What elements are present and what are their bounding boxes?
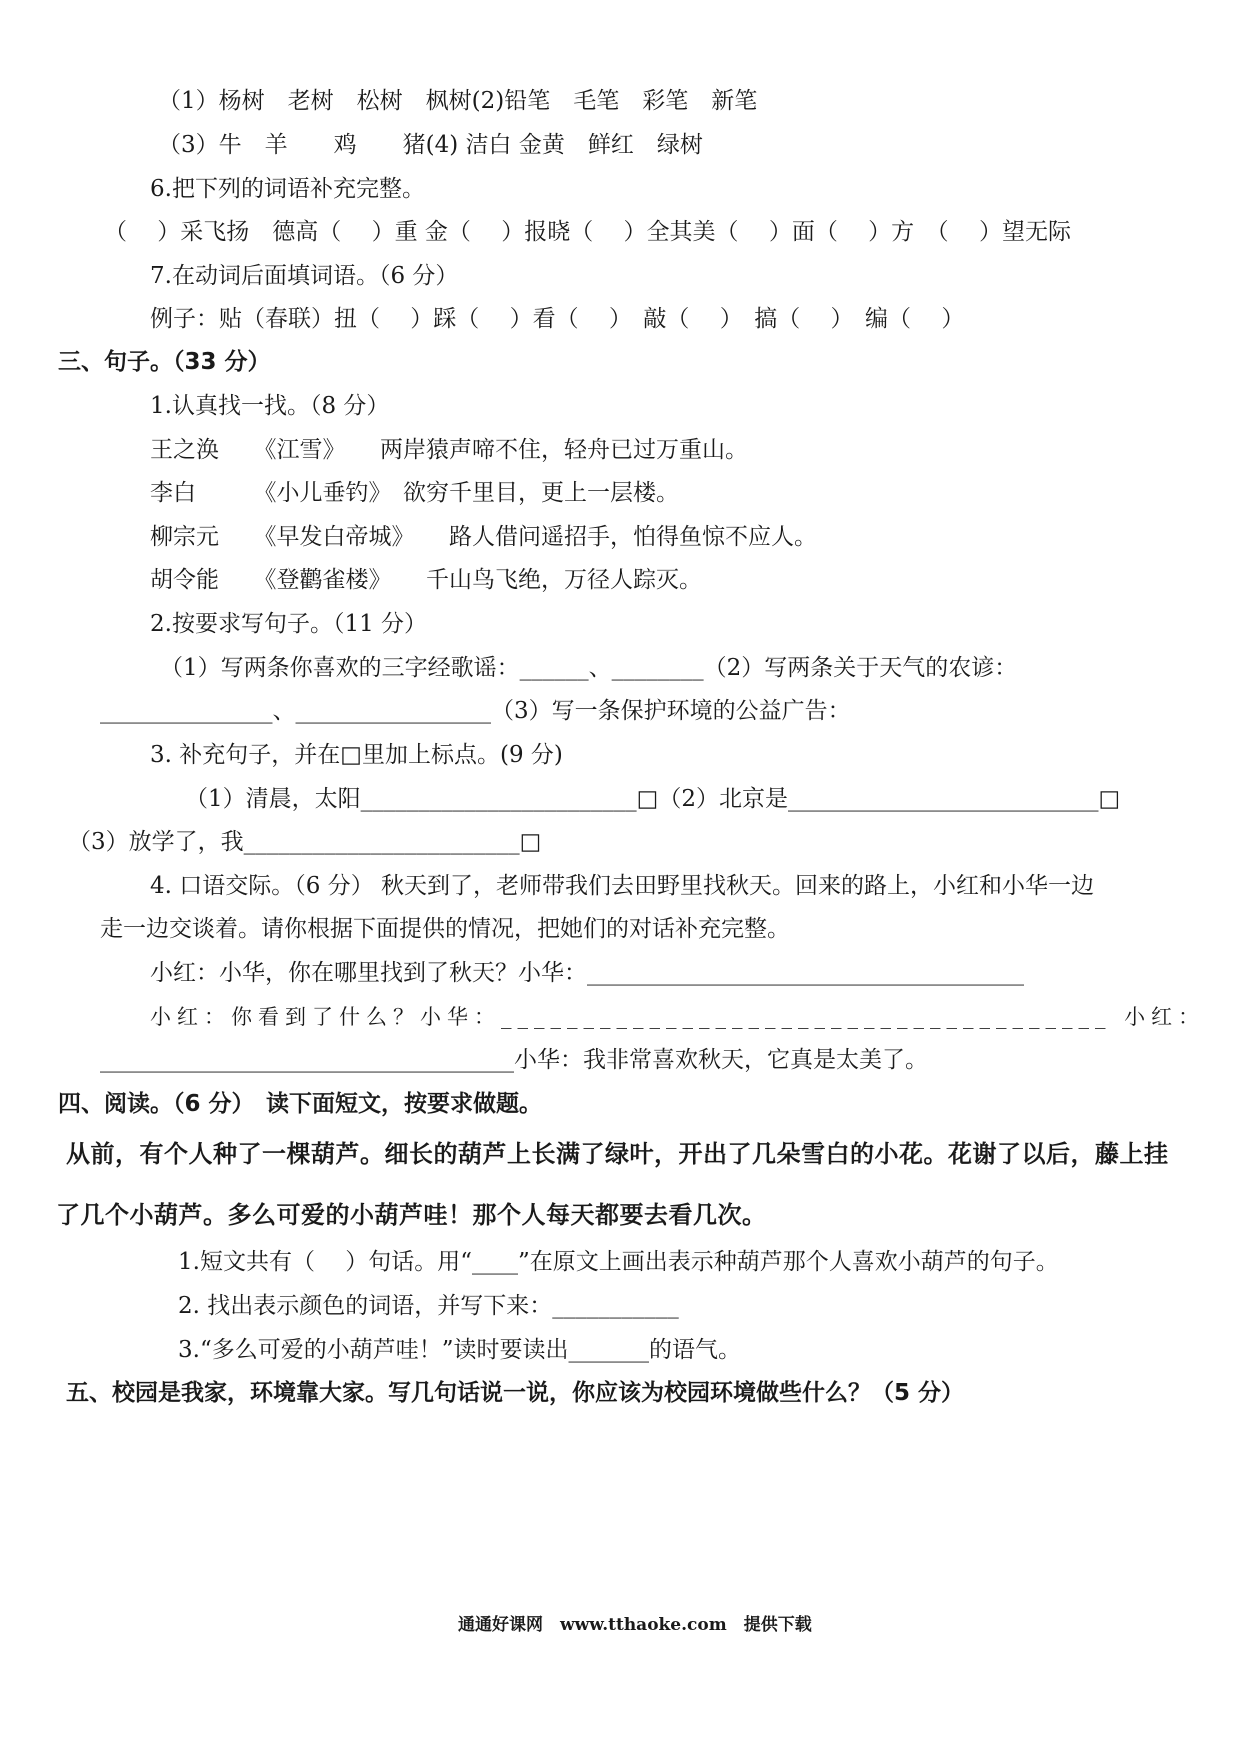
reading-passage-line-2: 了几个小葫芦。多么可爱的小葫芦哇！那个人每天都要去看几次。 xyxy=(56,1201,767,1229)
reading-passage-line-1: 从前，有个人种了一棵葫芦。细长的葫芦上长满了绿叶，开出了几朵雪白的小花。花谢了以后，藤上挂 xyxy=(66,1140,1169,1168)
section-3-heading: 三、句子。（33 分） xyxy=(58,349,271,375)
section-3-q1-title: 1.认真找一找。（8 分） xyxy=(150,393,390,419)
dialogue-line-3: ____________________________________小华：我非常喜欢秋天，它真是太美了。 xyxy=(100,1047,928,1073)
question-6-title: 6.把下列的词语补充完整。 xyxy=(150,176,425,202)
section-3-q2-line-2: _______________、_________________（3）写一条保护环境的公益广告： xyxy=(100,698,851,724)
word-group-line-1: （1）杨树 老树 松树 枫树(2)铅笔 毛笔 彩笔 新笔 xyxy=(158,88,758,114)
poem-match-row-2: 李白 《小儿垂钓》 欲穷千里目，更上一层楼。 xyxy=(150,480,679,506)
section-3-q4-intro-cont: 走一边交谈着。请你根据下面提供的情况，把她们的对话补充完整。 xyxy=(100,916,790,942)
section-4-heading: 四、阅读。（6 分） 读下面短文，按要求做题。 xyxy=(58,1091,543,1117)
poem-match-row-4: 胡令能 《登鹳雀楼》 千山鸟飞绝，万径人踪灭。 xyxy=(150,567,702,593)
poem-match-row-1: 王之涣 《江雪》 两岸猿声啼不住，轻舟已过万重山。 xyxy=(150,437,748,463)
reading-q1: 1.短文共有（ ）句话。用“____”在原文上画出表示种葫芦那个人喜欢小葫芦的句子。 xyxy=(178,1249,1059,1275)
word-group-line-2: （3）牛 羊 鸡 猪(4) 洁白 金黄 鲜红 绿树 xyxy=(158,132,703,158)
section-3-q3-title: 3. 补充句子，并在□里加上标点。(9 分) xyxy=(150,742,563,768)
reading-q3: 3.“多么可爱的小葫芦哇！”读时要读出_______的语气。 xyxy=(178,1337,741,1363)
poem-match-row-3: 柳宗元 《早发白帝城》 路人借问遥招手，怕得鱼惊不应人。 xyxy=(150,524,817,550)
dialogue-line-2: 小红：你看到了什么？小华：_____________________________________ 小红： xyxy=(150,1005,1206,1029)
footer-source: 通通好课网 www.tthaoke.com 提供下载 xyxy=(458,1615,812,1635)
section-3-q2-line-1: （1）写两条你喜欢的三字经歌谣：______、________（2）写两条关于天气的农谚： xyxy=(160,655,1018,681)
question-6-blanks: （ ）采飞扬 德高（ ）重 金（ ）报晓（ ）全其美（ ）面（ ）方 （ ）望无际 xyxy=(104,219,1071,245)
section-5-heading: 五、校园是我家，环境靠大家。写几句话说一说，你应该为校园环境做些什么？（5 分） xyxy=(66,1380,965,1406)
section-3-q4-intro: 4. 口语交际。（6 分） 秋天到了，老师带我们去田野里找秋天。回来的路上，小红和小华一边 xyxy=(150,873,1095,899)
reading-q2: 2. 找出表示颜色的词语，并写下来：___________ xyxy=(178,1293,679,1319)
section-3-q2-title: 2.按要求写句子。（11 分） xyxy=(150,611,428,637)
question-7-title: 7.在动词后面填词语。（6 分） xyxy=(150,263,459,289)
dialogue-line-1: 小红：小华，你在哪里找到了秋天？小华：______________________________________ xyxy=(150,960,1024,986)
section-3-q3-line-2: （3）放学了，我________________________□ xyxy=(68,829,542,855)
question-7-example: 例子：贴（春联）扭（ ）踩（ ）看（ ） 敲（ ） 搞（ ） 编（ ） xyxy=(150,306,965,332)
section-3-q3-line-1: （1）清晨，太阳________________________□（2）北京是___________________________□ xyxy=(185,786,1121,812)
